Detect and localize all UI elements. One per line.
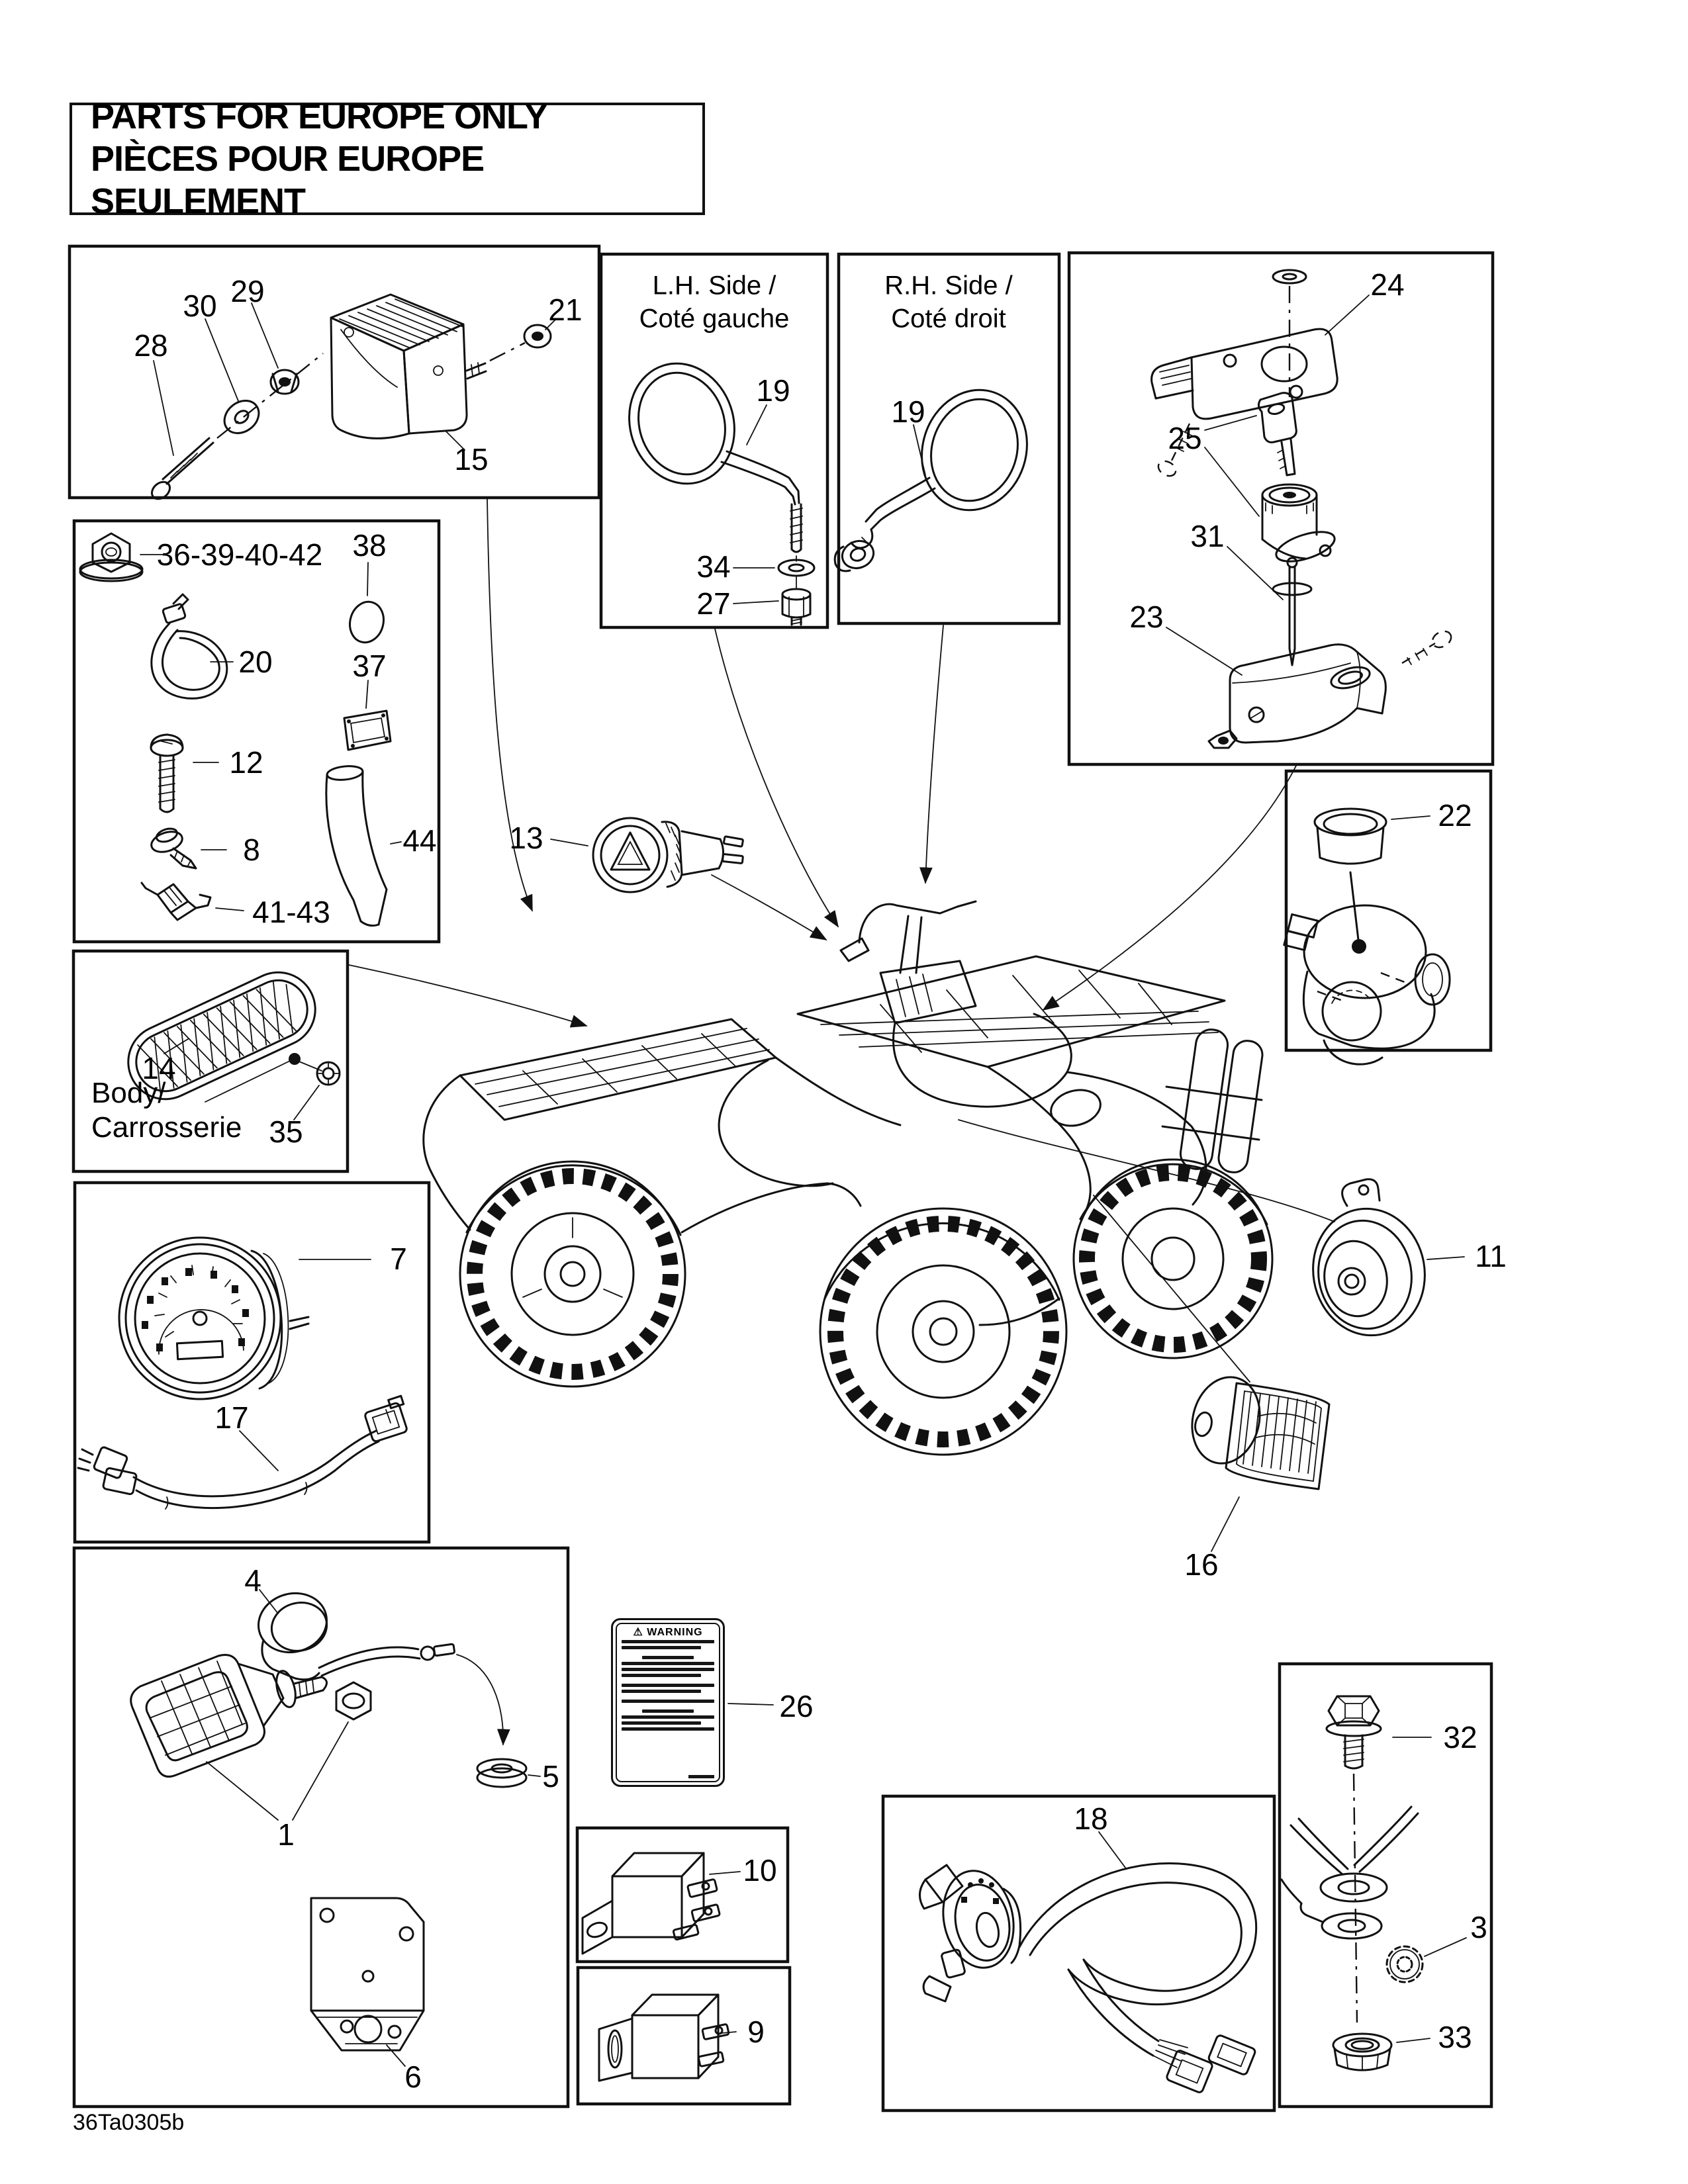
callout-18: 18 (1074, 1801, 1108, 1836)
callout-25: 25 (1168, 421, 1202, 455)
title-box (70, 97, 705, 221)
warning-text-bar (622, 1646, 701, 1649)
leader-lines (349, 499, 1335, 1705)
drawing-code: 36Ta0305b (73, 2110, 185, 2135)
callout-11: 11 (1475, 1239, 1507, 1273)
callout-6: 6 (404, 2060, 422, 2094)
panel-tail-light (70, 246, 599, 498)
callout-12: 12 (229, 745, 263, 780)
callout-9: 9 (747, 2015, 765, 2049)
rh-title-1: R.H. Side / (884, 271, 1013, 300)
callout-44: 44 (402, 823, 437, 858)
callout-8: 8 (243, 833, 260, 867)
warning-text-bar (622, 1690, 701, 1693)
callout-24: 24 (1370, 267, 1405, 302)
warning-text-bar (622, 1727, 714, 1731)
warning-text-bar (622, 1662, 714, 1665)
callout-23: 23 (1129, 600, 1164, 634)
callout-37: 37 (352, 649, 387, 683)
warning-header (622, 1627, 714, 1639)
callout-16: 16 (1184, 1547, 1219, 1582)
hazard-switch-drawing (551, 818, 743, 892)
callout-4: 4 (244, 1563, 261, 1598)
callout-21: 21 (548, 293, 583, 327)
body-label-1: Body/ (91, 1077, 166, 1109)
callout-19-rh: 19 (891, 394, 925, 429)
callout-30: 30 (183, 289, 217, 323)
title-line-1: PARTS FOR EUROPE ONLY (91, 97, 548, 136)
handlebar-switch-drawing (919, 1832, 1256, 2093)
callout-28: 28 (134, 328, 168, 363)
callout-14: 14 (142, 1051, 176, 1085)
callout-10: 10 (743, 1853, 777, 1888)
turn-signal-drawing (131, 1586, 540, 2066)
callout-5: 5 (542, 1759, 559, 1794)
title-line-2: PIÈCES POUR EUROPE SEULEMENT (91, 139, 485, 221)
headlight-drawing (1184, 1370, 1329, 1551)
callout-26: 26 (779, 1689, 814, 1723)
tail-light-drawing (148, 295, 556, 502)
relay-drawing (583, 1853, 740, 1954)
warning-title: WARNING (647, 1627, 703, 1638)
warning-text-bar (642, 1709, 694, 1713)
warning-text-bar (622, 1700, 714, 1703)
warning-text-bar (622, 1674, 701, 1677)
warning-sticker-inner (616, 1623, 720, 1782)
body-label-2: Carrosserie (91, 1111, 242, 1144)
callout-36-39-40-42: 36-39-40-42 (156, 537, 323, 572)
callout-41-43: 41-43 (252, 895, 330, 929)
warning-part-number-bar (688, 1775, 714, 1778)
rh-mirror-drawing (835, 376, 1042, 572)
callout-1: 1 (277, 1817, 295, 1852)
callout-35: 35 (269, 1115, 303, 1149)
callout-13: 13 (509, 821, 543, 855)
callout-38: 38 (352, 528, 387, 563)
ground-wire-kit-drawing (1282, 1696, 1466, 2070)
warning-sticker (611, 1618, 725, 1787)
warning-text-bar (622, 1721, 701, 1725)
callout-15: 15 (454, 442, 489, 477)
ignition-switch-drawing (1152, 270, 1454, 748)
callout-22: 22 (1438, 798, 1472, 833)
warning-text-bar (622, 1715, 714, 1719)
panel-instruments (75, 1183, 429, 1542)
lh-title-2: Coté gauche (639, 304, 790, 334)
warning-text-bar (622, 1684, 714, 1687)
horn-drawing (1303, 1179, 1464, 1344)
callout-19-lh: 19 (756, 373, 790, 408)
callout-33: 33 (1438, 2020, 1472, 2054)
warning-text-bar (622, 1640, 714, 1643)
front-wheel (820, 1208, 1066, 1455)
warning-text-bar (622, 1668, 714, 1671)
warning-icon: ⚠ (633, 1627, 643, 1638)
callout-34: 34 (696, 549, 731, 584)
callout-7: 7 (390, 1242, 407, 1276)
callout-31: 31 (1190, 519, 1225, 553)
callout-32: 32 (1443, 1720, 1477, 1754)
carburetor-drawing (1284, 809, 1450, 1064)
atv-illustration (424, 901, 1272, 1455)
callout-20: 20 (238, 645, 273, 679)
warning-text-bar (642, 1656, 694, 1659)
rh-title-2: Coté droit (891, 304, 1006, 334)
fastener-kit-drawing (80, 533, 401, 926)
lh-title-1: L.H. Side / (652, 271, 776, 300)
speedometer-drawing (119, 1238, 371, 1399)
callout-27: 27 (696, 586, 731, 621)
flasher-drawing (599, 1995, 736, 2081)
callout-3: 3 (1470, 1910, 1487, 1944)
panel-ignition (1069, 253, 1493, 764)
callout-17: 17 (214, 1400, 249, 1435)
callout-29: 29 (230, 274, 265, 308)
